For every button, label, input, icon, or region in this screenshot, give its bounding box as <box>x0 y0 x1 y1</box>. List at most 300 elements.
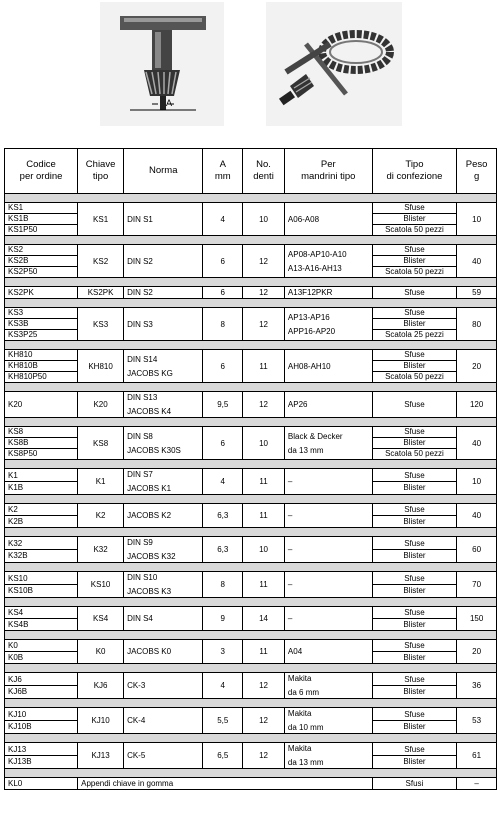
column-header <box>5 149 78 194</box>
chuck-type-line: Makita <box>287 709 312 718</box>
order-code-line: KS10B <box>8 586 33 595</box>
dimension-a: 3 <box>203 640 243 664</box>
standard-line: DIN S13 <box>127 393 158 402</box>
chuck-type-line: da 13 mm <box>287 758 324 767</box>
column-header <box>243 149 285 194</box>
table-row <box>5 287 497 299</box>
separator-cell <box>5 495 497 504</box>
weight: 10 <box>457 203 497 236</box>
chuck-type-line: AP26 <box>287 400 308 409</box>
order-code-line: K20 <box>8 399 23 409</box>
packaging-line: Blister <box>403 586 426 595</box>
packaging-line: Sfuse <box>373 607 457 619</box>
dimension-a: 6,5 <box>203 743 243 769</box>
dimension-a: 6,3 <box>203 504 243 528</box>
order-code-line: KS2B <box>5 256 77 267</box>
standard-line: JACOBS K4 <box>127 407 172 416</box>
chuck-type <box>284 469 372 495</box>
standard <box>124 287 203 299</box>
separator-cell <box>5 194 497 203</box>
chuck-type <box>284 350 372 383</box>
standard-line: JACOBS K0 <box>127 647 172 656</box>
table-row <box>5 640 497 664</box>
key-type: KS2PK <box>78 287 124 299</box>
dimension-a: 4 <box>203 469 243 495</box>
accessory-description: Appendi chiave in gomma <box>78 778 373 790</box>
order-code-line: KS8P50 <box>8 449 38 458</box>
teeth-count: 11 <box>243 640 285 664</box>
order-code-line: KS2P50 <box>8 267 38 276</box>
packaging <box>372 537 457 563</box>
teeth-count: 11 <box>243 350 285 383</box>
order-code <box>5 245 78 278</box>
weight: 20 <box>457 640 497 664</box>
column-header <box>203 149 243 194</box>
packaging-line: Blister <box>373 214 457 225</box>
chuck-type-line: Black & Decker <box>287 431 343 441</box>
weight: 40 <box>457 245 497 278</box>
order-code <box>5 427 78 460</box>
standard <box>124 392 203 418</box>
teeth-count: 10 <box>243 537 285 563</box>
order-code-line: KS2PK <box>8 287 34 297</box>
column-header-line: per ordine <box>19 171 63 182</box>
weight: 120 <box>457 392 497 418</box>
table-row <box>5 572 497 598</box>
chuck-type-line: – <box>287 614 293 623</box>
key-type: KJ13 <box>78 743 124 769</box>
key-type: K32 <box>78 537 124 563</box>
order-code-line: KJ6B <box>8 687 28 696</box>
separator-cell <box>5 631 497 640</box>
standard-line: DIN S8 <box>127 431 153 441</box>
order-code <box>5 537 78 563</box>
key-holder-photo <box>266 2 402 126</box>
teeth-count: 12 <box>243 708 285 734</box>
row-separator <box>5 699 497 708</box>
order-code <box>5 640 78 664</box>
packaging <box>372 350 457 383</box>
weight: 40 <box>457 427 497 460</box>
order-code-line: KJ10 <box>5 709 77 721</box>
order-code-line: K2B <box>8 517 24 526</box>
chuck-type-line: A06-A08 <box>287 214 320 224</box>
row-separator <box>5 563 497 572</box>
packaging-line: Blister <box>373 361 457 372</box>
standard-line: CK-5 <box>127 751 146 760</box>
packaging <box>372 572 457 598</box>
teeth-count: 14 <box>243 607 285 631</box>
packaging-line: Sfuse <box>373 538 457 550</box>
dimension-a: 6 <box>203 287 243 299</box>
order-code-line: KJ6 <box>5 674 77 686</box>
standard-line: CK-3 <box>127 681 146 690</box>
row-separator <box>5 769 497 778</box>
packaging-line: Blister <box>373 256 457 267</box>
teeth-count: 10 <box>243 427 285 460</box>
order-code-line: KJ13 <box>5 744 77 756</box>
key-type: K2 <box>78 504 124 528</box>
order-code <box>5 350 78 383</box>
weight: 59 <box>457 287 497 299</box>
separator-cell <box>5 460 497 469</box>
standard-line: JACOBS K32 <box>127 552 176 561</box>
packaging-line: Scatola 25 pezzi <box>385 330 444 339</box>
packaging-line: Scatola 50 pezzi <box>385 449 444 458</box>
packaging <box>372 287 457 299</box>
standard-line: CK-4 <box>127 716 146 725</box>
column-header-line: No. <box>256 159 271 170</box>
order-code-line: KS4 <box>5 607 77 619</box>
key-type: K1 <box>78 469 124 495</box>
packaging-line: Scatola 50 pezzi <box>385 267 444 276</box>
chuck-type-line: – <box>287 545 293 554</box>
chuck-type-line: da 6 mm <box>287 688 320 697</box>
column-header-line: mm <box>214 171 231 182</box>
order-code-line: KS1 <box>5 203 77 214</box>
dimension-a: 6 <box>203 245 243 278</box>
column-header-line: g <box>473 171 480 182</box>
standard-line: DIN S9 <box>127 538 153 547</box>
dimension-a: 4 <box>203 203 243 236</box>
packaging <box>372 203 457 236</box>
row-separator <box>5 528 497 537</box>
packaging <box>372 427 457 460</box>
packaging-line: Blister <box>403 551 426 560</box>
chuck-type-line: – <box>287 580 293 589</box>
order-code-line: KS2 <box>5 245 77 256</box>
order-code-line: K0 <box>5 640 77 652</box>
packaging-line: Blister <box>403 757 426 766</box>
order-code-line: K32B <box>8 551 28 560</box>
order-code-line: K1 <box>5 470 77 482</box>
standard <box>124 350 203 383</box>
chuck-type-line: da 10 mm <box>287 723 324 732</box>
table-row <box>5 504 497 528</box>
chuck-type-line: da 13 mm <box>287 445 324 455</box>
separator-cell <box>5 341 497 350</box>
column-header <box>78 149 124 194</box>
order-code <box>5 743 78 769</box>
standard-line: DIN S2 <box>127 288 153 297</box>
teeth-count: 12 <box>243 392 285 418</box>
chuck-key-photo <box>100 2 224 126</box>
separator-cell <box>5 598 497 607</box>
table-row <box>5 350 497 383</box>
teeth-count: 11 <box>243 572 285 598</box>
order-code-line: K0B <box>8 653 24 662</box>
row-separator <box>5 598 497 607</box>
key-holder-drawing <box>266 2 402 126</box>
separator-cell <box>5 418 497 427</box>
column-header-line: Tipo <box>405 159 424 170</box>
row-separator <box>5 418 497 427</box>
chuck-key-drawing <box>100 2 224 126</box>
packaging-line: Sfuse <box>373 203 457 214</box>
packaging-line: Sfuse <box>373 744 457 756</box>
packaging-line: Scatola 50 pezzi <box>385 372 444 381</box>
dimension-a: 6 <box>203 427 243 460</box>
standard <box>124 708 203 734</box>
order-code-line: KS3P25 <box>8 330 38 339</box>
order-code <box>5 607 78 631</box>
packaging-line: Sfuse <box>373 470 457 482</box>
teeth-count: 12 <box>243 245 285 278</box>
separator-cell <box>5 563 497 572</box>
packaging-line: Sfuse <box>373 640 457 652</box>
table-row <box>5 607 497 631</box>
teeth-count: 12 <box>243 743 285 769</box>
dimension-a: 9 <box>203 607 243 631</box>
standard <box>124 673 203 699</box>
separator-cell <box>5 664 497 673</box>
chuck-type <box>284 504 372 528</box>
packaging-line: Sfuse <box>373 350 457 361</box>
row-separator <box>5 460 497 469</box>
key-type: KS2 <box>78 245 124 278</box>
chuck-type-line: Makita <box>287 744 312 753</box>
dimension-a: 4 <box>203 673 243 699</box>
packaging-line: Blister <box>403 653 426 662</box>
packaging-line: Sfuse <box>373 573 457 585</box>
column-header-line: Per <box>320 159 336 170</box>
chuck-type-line: AP13-AP16 <box>287 312 330 322</box>
chuck-type <box>284 673 372 699</box>
packaging-line: Blister <box>403 483 426 492</box>
table-row <box>5 203 497 236</box>
order-code-line: KH810P50 <box>8 372 47 381</box>
packaging-line: Sfuse <box>373 427 457 438</box>
dimension-a: 8 <box>203 308 243 341</box>
chuck-type <box>284 640 372 664</box>
packaging-line: Blister <box>403 722 426 731</box>
standard-line: DIN S4 <box>127 614 153 623</box>
key-type: KS3 <box>78 308 124 341</box>
row-separator <box>5 341 497 350</box>
order-code <box>5 469 78 495</box>
standard <box>124 743 203 769</box>
packaging <box>372 392 457 418</box>
chuck-type-line: A13-A16-AH13 <box>287 263 342 273</box>
table-row-accessory <box>5 778 497 790</box>
chuck-type-line: AP08-AP10-A10 <box>287 249 347 259</box>
table-row <box>5 708 497 734</box>
table-row <box>5 469 497 495</box>
key-type: KS10 <box>78 572 124 598</box>
standard <box>124 427 203 460</box>
column-header-line: denti <box>253 171 274 182</box>
product-photos <box>0 0 500 140</box>
column-header-line: tipo <box>92 171 109 182</box>
key-type: K0 <box>78 640 124 664</box>
chuck-type <box>284 607 372 631</box>
packaging-line: Sfuse <box>373 245 457 256</box>
chuck-key-table <box>4 148 497 790</box>
chuck-type <box>284 572 372 598</box>
dimension-a: 8 <box>203 572 243 598</box>
order-code <box>5 203 78 236</box>
order-code <box>5 673 78 699</box>
packaging-line: Sfuse <box>373 504 457 516</box>
chuck-type <box>284 537 372 563</box>
table-row <box>5 245 497 278</box>
chuck-type-line: APP16-AP20 <box>287 326 336 336</box>
column-header-line: di confezione <box>386 171 443 182</box>
packaging <box>372 708 457 734</box>
packaging-line: Blister <box>403 620 426 629</box>
standard-line: JACOBS K1 <box>127 484 172 493</box>
order-code-line: KS8 <box>5 427 77 438</box>
standard-line: DIN S7 <box>127 470 153 479</box>
table-row <box>5 673 497 699</box>
column-header-line: Codice <box>26 159 56 170</box>
teeth-count: 12 <box>243 287 285 299</box>
chuck-type-line: A13F12PKR <box>287 288 333 297</box>
row-separator <box>5 383 497 392</box>
packaging <box>372 607 457 631</box>
packaging <box>372 469 457 495</box>
standard-line: DIN S10 <box>127 573 158 582</box>
row-separator <box>5 631 497 640</box>
standard-line: JACOBS K3 <box>127 587 172 596</box>
key-type: KS4 <box>78 607 124 631</box>
chuck-type <box>284 743 372 769</box>
order-code-line: KJ10B <box>8 722 32 731</box>
packaging-line: Sfuse <box>404 287 425 297</box>
teeth-count: 12 <box>243 673 285 699</box>
chuck-type <box>284 203 372 236</box>
standard <box>124 640 203 664</box>
order-code <box>5 308 78 341</box>
weight: 40 <box>457 504 497 528</box>
packaging <box>372 673 457 699</box>
chuck-type <box>284 427 372 460</box>
svg-text:A: A <box>166 98 173 108</box>
order-code-line: KS1P50 <box>8 225 38 234</box>
weight: 20 <box>457 350 497 383</box>
column-header-line: A <box>219 159 226 170</box>
dimension-a: 5,5 <box>203 708 243 734</box>
table-body <box>5 194 497 790</box>
packaging-line: Blister <box>373 319 457 330</box>
key-type: KH810 <box>78 350 124 383</box>
table-row <box>5 392 497 418</box>
weight: 36 <box>457 673 497 699</box>
order-code-line: K1B <box>8 483 24 492</box>
separator-cell <box>5 528 497 537</box>
column-header <box>372 149 457 194</box>
chuck-type-line: Makita <box>287 674 312 683</box>
separator-cell <box>5 383 497 392</box>
row-separator <box>5 236 497 245</box>
order-code-line: KS4B <box>8 620 29 629</box>
separator-cell <box>5 769 497 778</box>
column-header-line: mandrini tipo <box>301 171 356 182</box>
weight: 150 <box>457 607 497 631</box>
key-type: KJ10 <box>78 708 124 734</box>
standard <box>124 308 203 341</box>
chuck-type <box>284 287 372 299</box>
order-code: KL0 <box>5 778 78 790</box>
standard <box>124 203 203 236</box>
order-code-line: KJ13B <box>8 757 32 766</box>
dimension-a: 6,3 <box>203 537 243 563</box>
column-header <box>284 149 372 194</box>
key-type: KJ6 <box>78 673 124 699</box>
chuck-type <box>284 392 372 418</box>
standard <box>124 469 203 495</box>
table-row <box>5 308 497 341</box>
separator-cell <box>5 734 497 743</box>
weight: – <box>457 778 497 790</box>
chuck-type <box>284 308 372 341</box>
teeth-count: 10 <box>243 203 285 236</box>
row-separator <box>5 664 497 673</box>
order-code <box>5 708 78 734</box>
column-header-line: Chiave <box>85 159 116 170</box>
packaging-line: Sfuse <box>373 709 457 721</box>
table-row <box>5 537 497 563</box>
teeth-count: 11 <box>243 504 285 528</box>
order-code <box>5 287 78 299</box>
table-row <box>5 743 497 769</box>
packaging <box>372 640 457 664</box>
standard <box>124 607 203 631</box>
key-type: K20 <box>78 392 124 418</box>
order-code-line: KS8B <box>5 438 77 449</box>
packaging <box>372 308 457 341</box>
row-separator <box>5 194 497 203</box>
chuck-type-line: A04 <box>287 647 303 656</box>
standard-line: JACOBS K2 <box>127 511 172 520</box>
packaging: Sfusi <box>372 778 457 790</box>
row-separator <box>5 299 497 308</box>
column-header <box>457 149 497 194</box>
separator-cell <box>5 236 497 245</box>
chuck-type-line: – <box>287 511 293 520</box>
packaging-line: Blister <box>403 517 426 526</box>
standard-line: DIN S3 <box>127 319 153 329</box>
teeth-count: 11 <box>243 469 285 495</box>
packaging-line: Scatola 50 pezzi <box>385 225 444 234</box>
packaging <box>372 245 457 278</box>
row-separator <box>5 734 497 743</box>
packaging <box>372 504 457 528</box>
order-code-line: KH810B <box>5 361 77 372</box>
chuck-type <box>284 245 372 278</box>
standard-line: JACOBS K30S <box>127 445 181 455</box>
weight: 53 <box>457 708 497 734</box>
chuck-type <box>284 708 372 734</box>
order-code-line: KS10 <box>5 573 77 585</box>
separator-cell <box>5 699 497 708</box>
teeth-count: 12 <box>243 308 285 341</box>
packaging-line: Blister <box>373 438 457 449</box>
packaging-line: Blister <box>403 687 426 696</box>
packaging-line: Sfuse <box>404 399 425 409</box>
standard-line: DIN S1 <box>127 214 153 224</box>
column-header-line: Peso <box>465 159 488 170</box>
chuck-type-line: AH08-AH10 <box>287 361 331 371</box>
standard <box>124 245 203 278</box>
standard <box>124 504 203 528</box>
dimension-a: 9,5 <box>203 392 243 418</box>
weight: 60 <box>457 537 497 563</box>
column-header-line: Norma <box>148 165 178 176</box>
standard <box>124 537 203 563</box>
order-code <box>5 572 78 598</box>
header-row <box>5 149 497 194</box>
